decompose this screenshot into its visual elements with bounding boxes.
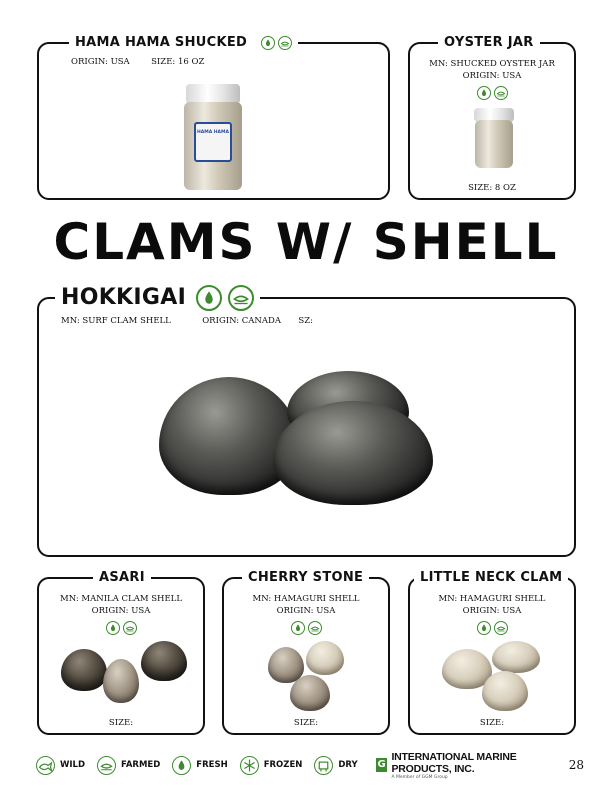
farmed-icon (97, 756, 116, 775)
hama-hama-card (37, 35, 390, 200)
legend-frozen (240, 756, 303, 775)
little-neck-clam-image (442, 641, 546, 713)
hokkigai-clam-image (159, 371, 439, 506)
legend-farmed (97, 756, 160, 775)
hama-hama-meta (71, 56, 204, 68)
hama-hama-jar-image (184, 84, 242, 192)
asari-origin: ORIGIN: USA (91, 606, 151, 616)
manila-clam-middle (103, 659, 139, 703)
oyster-jar-size: SIZE: 8 OZ (468, 183, 516, 193)
legend-dry-label: DRY (338, 760, 358, 770)
hama-hama-jar-label (194, 122, 232, 162)
hokkigai-title: HOKKIGAI (61, 285, 187, 310)
farmed-icon (228, 285, 254, 311)
company-brand (376, 751, 569, 780)
hokkigai-size: SZ: (298, 316, 313, 326)
little-neck-card (408, 570, 576, 735)
farmed-icon (494, 621, 508, 635)
legend-frozen-label: FROZEN (263, 760, 303, 770)
asari-icons (39, 621, 203, 635)
asari-title: ASARI (93, 569, 151, 587)
section-heading: CLAMS W/ SHELL (53, 213, 559, 271)
hokkigai-meta (61, 315, 313, 327)
hama-hama-size: SIZE: 16 OZ (151, 57, 205, 67)
cherry-stone-clam-right (306, 641, 344, 675)
cherry-stone-clam-image (268, 641, 348, 713)
legend-wild-label: WILD (60, 760, 86, 770)
fresh-icon (196, 285, 222, 311)
frozen-icon (240, 756, 259, 775)
hokkigai-mn: MN: SURF CLAM SHELL (61, 316, 171, 326)
cherry-stone-origin: ORIGIN: USA (276, 606, 336, 616)
hama-hama-title-row (69, 34, 298, 52)
company-name: INTERNATIONAL MARINE PRODUCTS, INC. (391, 750, 517, 775)
wild-icon (36, 756, 55, 775)
asari-clam-image (61, 641, 189, 703)
cherry-stone-clam-bottom (290, 675, 330, 711)
little-neck-icons (410, 621, 574, 635)
fresh-icon (261, 36, 275, 50)
hama-hama-title: HAMA HAMA SHUCKED (75, 35, 248, 50)
hokkigai-icons (196, 285, 254, 311)
farmed-icon (494, 86, 508, 100)
asari-size: SIZE: (108, 718, 134, 728)
oyster-jar-card (408, 35, 576, 200)
oyster-jar-body (475, 120, 513, 168)
little-neck-mn: MN: HAMAGURI SHELL (438, 594, 546, 604)
company-text (391, 751, 568, 780)
fresh-icon (291, 621, 305, 635)
cherry-stone-icons (224, 621, 388, 635)
oyster-jar-origin: ORIGIN: USA (462, 71, 522, 81)
little-neck-clam-right (492, 641, 540, 673)
oyster-jar-icons (410, 86, 574, 100)
hokkigai-card (37, 285, 576, 557)
manila-clam-right (141, 641, 187, 681)
legend-fresh (172, 756, 227, 775)
surf-clam-front (273, 401, 433, 505)
hama-hama-icons (261, 36, 292, 50)
fresh-icon (106, 621, 120, 635)
asari-card (37, 570, 205, 735)
oyster-jar-title: OYSTER JAR (438, 34, 540, 52)
fresh-icon (477, 86, 491, 100)
little-neck-clam-bottom (482, 671, 528, 711)
hokkigai-origin: ORIGIN: CANADA (202, 316, 281, 326)
oyster-jar-image (474, 108, 514, 168)
hama-hama-label-text: HAMA HAMA (197, 130, 229, 135)
footer (36, 752, 584, 778)
legend-fresh-label: FRESH (196, 760, 228, 770)
cherry-stone-size: SIZE: (293, 718, 319, 728)
little-neck-size: SIZE: (479, 718, 505, 728)
legend-farmed-label: FARMED (121, 760, 161, 770)
hama-hama-origin: ORIGIN: USA (71, 57, 130, 67)
hama-hama-jar-lid (186, 84, 240, 104)
cherry-stone-mn: MN: HAMAGURI SHELL (252, 594, 360, 604)
little-neck-title: LITTLE NECK CLAM (414, 569, 568, 587)
company-logo: G (377, 759, 386, 770)
hokkigai-title-row (55, 283, 260, 313)
little-neck-origin: ORIGIN: USA (462, 606, 522, 616)
dry-icon (314, 756, 333, 775)
farmed-icon (123, 621, 137, 635)
fresh-icon (477, 621, 491, 635)
manila-clam-left (61, 649, 107, 691)
cherry-stone-title: CHERRY STONE (242, 569, 369, 587)
farmed-icon (308, 621, 322, 635)
legend-wild (36, 756, 85, 775)
legend-dry (314, 756, 357, 775)
asari-mn: MN: MANILA CLAM SHELL (60, 594, 182, 604)
company-tagline: A Member of GGM Group (391, 774, 448, 780)
oyster-jar-mn: MN: SHUCKED OYSTER JAR (429, 59, 555, 69)
fresh-icon (172, 756, 191, 775)
cherry-stone-card (222, 570, 390, 735)
page-number: 28 (568, 758, 584, 772)
farmed-icon (278, 36, 292, 50)
